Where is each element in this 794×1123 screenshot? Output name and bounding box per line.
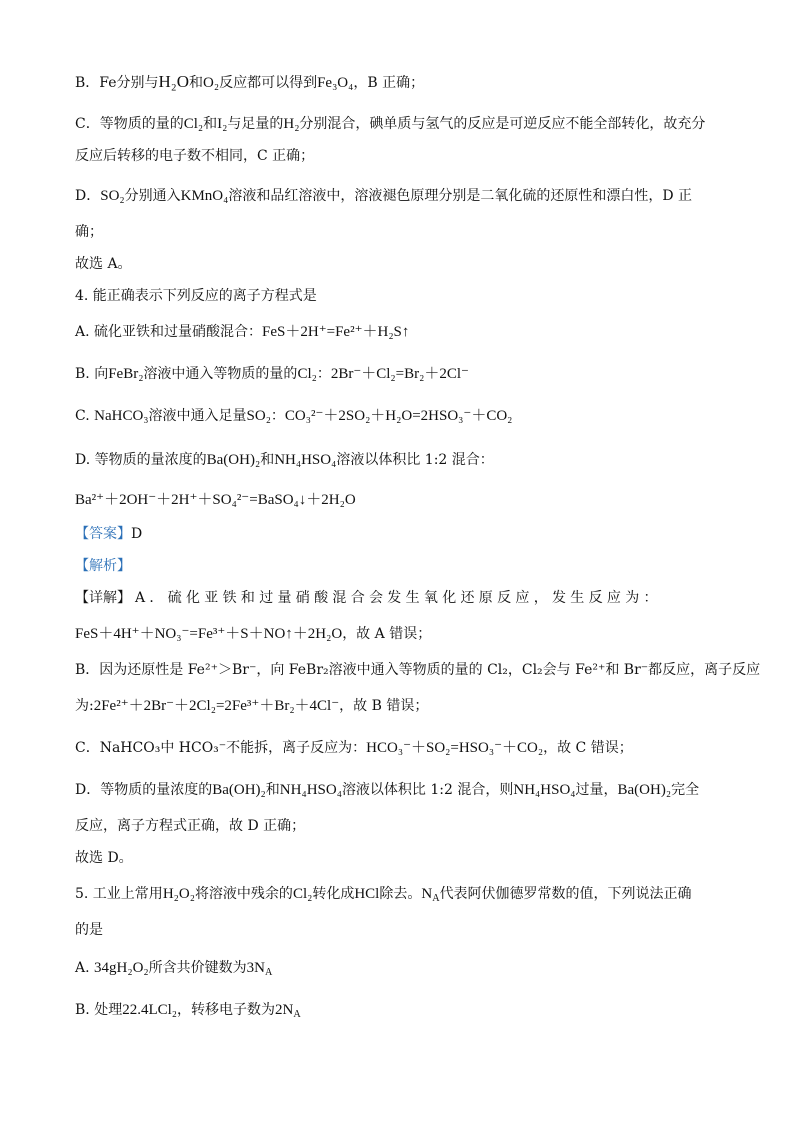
text: 和 xyxy=(265,782,280,798)
text: 分别混合，碘单质与氢气的反应是可逆反应不能全部转化，故充分 xyxy=(299,116,706,132)
text: 溶液以体积比 1:2 混合，则 xyxy=(341,782,514,798)
q4-detail-d-line2: 反应，离子方程式正确，故 D 正确； xyxy=(75,818,306,834)
text: 为: xyxy=(75,698,94,714)
formula-i2: I₂ xyxy=(217,116,228,132)
formula-nh4hso4: NH₄HSO₄ xyxy=(274,452,337,468)
option-label: D. 等物质的量浓度的 xyxy=(75,452,207,468)
q4-detail-b-line1: B．因为还原性是 Fe²⁺＞Br⁻，向 FeBr₂溶液中通入等物质的量的 Cl₂，Cl₂会与 Fe²⁺和 Br⁻都反应，离子反应 xyxy=(75,662,761,678)
q4-option-d-equation xyxy=(75,490,724,510)
q5-option-a xyxy=(75,958,724,978)
q3-option-d-explanation-line1 xyxy=(75,186,724,206)
text: ： xyxy=(270,408,285,424)
text: C．NaHCO₃中 HCO₃⁻不能拆，离子反应为： xyxy=(75,740,367,756)
quantity: 22.4LCl₂ xyxy=(122,1002,178,1018)
equation: 2Fe²⁺＋2Br⁻＋2Cl₂=2Fe³⁺＋Br₂＋4Cl⁻ xyxy=(93,698,340,714)
formula-baoh2: Ba(OH)₂ xyxy=(212,782,266,798)
q4-detail-d-line1 xyxy=(75,780,724,800)
formula-o2: O₂ xyxy=(203,75,220,91)
text: C．等物质的量的 xyxy=(75,116,184,132)
q4-detail-c xyxy=(75,738,724,758)
q4-question-stem: 4. 能正确表示下列反应的离子方程式是 xyxy=(75,288,317,304)
text: 代表阿伏伽德罗常数的值，下列说法正确 xyxy=(439,886,692,902)
q4-detail-a-line1 xyxy=(75,588,724,608)
q3-conclusion: 故选 A。 xyxy=(75,256,132,272)
equation: HCO₃⁻＋SO₂=HSO₃⁻＋CO₂ xyxy=(366,740,544,756)
quantity-na: $2N_A$ xyxy=(275,1002,301,1021)
q3-option-c-explanation-line2: 反应后转移的电子数不相同，C 正确； xyxy=(75,148,315,164)
text: B．Fe分别与 xyxy=(75,75,159,91)
text: 和 xyxy=(260,452,275,468)
formula-h2o: H₂O xyxy=(158,72,190,91)
text: 除去。 xyxy=(379,886,422,902)
formula-baoh2: Ba(OH)₂ xyxy=(617,782,672,798)
q4-option-d xyxy=(75,450,724,470)
equation: CO₃²⁻＋2SO₂＋H₂O=2HSO₃⁻＋CO₂ xyxy=(284,408,513,424)
q4-option-a xyxy=(75,322,724,342)
text: 过量， xyxy=(575,782,618,798)
formula-kmno4: KMnO₄ xyxy=(180,188,229,204)
formula-nahco3: NaHCO₃ xyxy=(94,408,149,424)
text: A．硫化亚铁和过量硝酸混合会发生氧化还原反应，发生反应为： xyxy=(135,590,662,606)
q3-option-b-explanation xyxy=(75,72,724,93)
q4-detail-b-line2 xyxy=(75,696,724,716)
q5-question-stem-line1 xyxy=(75,884,724,904)
text: ，B 正确； xyxy=(353,75,425,91)
text: D． xyxy=(75,188,101,204)
q4-conclusion: 故选 D。 xyxy=(75,850,133,866)
formula-h2: H₂ xyxy=(283,116,300,132)
text: 与足量的 xyxy=(227,116,284,132)
text: D．等物质的量浓度的 xyxy=(75,782,213,798)
option-label: B. 处理 xyxy=(75,1002,123,1018)
formula-nh4hso4: NH₄HSO₄ xyxy=(513,782,576,798)
text: 溶液中通入等物质的量的 xyxy=(143,366,298,382)
text: 溶液和品红溶液中，溶液褪色原理分别是二氧化硫的还原性和漂白性，D 正 xyxy=(228,188,693,204)
q3-option-d-explanation-line2: 确； xyxy=(75,224,103,240)
equation: FeS＋2H⁺=Fe²⁺＋H₂S↑ xyxy=(262,324,410,340)
formula-so2: SO₂ xyxy=(100,188,125,204)
text: 反应都可以得到 xyxy=(219,75,318,91)
text: ，故 B 错误； xyxy=(339,698,429,714)
text: 和 xyxy=(203,116,218,132)
formula-nh4hso4: NH₄HSO₄ xyxy=(279,782,342,798)
option-label: C. xyxy=(75,408,95,424)
text: ，故 A 错误； xyxy=(342,626,432,642)
option-label: A. 硫化亚铁和过量硝酸混合： xyxy=(75,324,263,340)
q4-detail-a-line2 xyxy=(75,624,724,644)
option-label: A. xyxy=(75,960,95,976)
text: ，转移电子数为 xyxy=(177,1002,276,1018)
analysis-tag: 【解析】 xyxy=(75,558,131,574)
option-label: B. 向 xyxy=(75,366,109,382)
q5-question-stem-line2: 的是 xyxy=(75,922,103,938)
equation: FeS＋4H⁺＋NO₃⁻=Fe³⁺＋S＋NO↑＋2H₂O xyxy=(75,626,343,642)
formula-cl2: Cl₂ xyxy=(297,366,317,382)
formula-cl2: Cl₂ xyxy=(292,886,313,902)
answer-tag: 【答案】 xyxy=(75,526,131,542)
formula-so2: SO₂ xyxy=(246,408,271,424)
formula-febr2: FeBr₂ xyxy=(108,366,144,382)
text: 5. 工业上常用 xyxy=(75,886,163,902)
quantity: 34gH₂O₂ xyxy=(94,960,149,976)
answer-value: D xyxy=(131,526,143,542)
q3-option-c-explanation-line1 xyxy=(75,114,724,134)
text: 溶液以体积比 1:2 混合： xyxy=(336,452,494,468)
text: 将溶液中残余的 xyxy=(194,886,293,902)
q4-option-b xyxy=(75,364,724,384)
quantity-na: $3N_A$ xyxy=(246,960,273,979)
equation: 2Br⁻＋Cl₂=Br₂＋2Cl⁻ xyxy=(330,366,469,382)
q4-option-c xyxy=(75,406,724,426)
detail-tag: 【详解】 xyxy=(75,590,131,606)
text: 转化成 xyxy=(312,886,355,902)
formula-fe3o4: Fe₃O₄ xyxy=(317,75,354,91)
formula-baoh2: Ba(OH)₂ xyxy=(206,452,261,468)
q4-analysis-heading xyxy=(75,556,724,576)
symbol-na: $N_A$ xyxy=(421,886,440,905)
text: 所含共价键数为 xyxy=(148,960,247,976)
text: 和 xyxy=(189,75,204,91)
q4-answer xyxy=(75,524,724,544)
text: ，故 C 错误； xyxy=(543,740,633,756)
equation: Ba²⁺＋2OH⁻＋2H⁺＋SO₄²⁻=BaSO₄↓＋2H₂O xyxy=(75,492,356,508)
text: 分别通入 xyxy=(124,188,181,204)
text: 溶液中通入足量 xyxy=(148,408,247,424)
q5-option-b xyxy=(75,1000,724,1020)
formula-cl2: Cl₂ xyxy=(183,116,204,132)
formula-hcl: HCl xyxy=(354,886,380,902)
formula-h2o2: H₂O₂ xyxy=(162,886,195,902)
text: ： xyxy=(316,366,331,382)
text: 完全 xyxy=(671,782,700,798)
